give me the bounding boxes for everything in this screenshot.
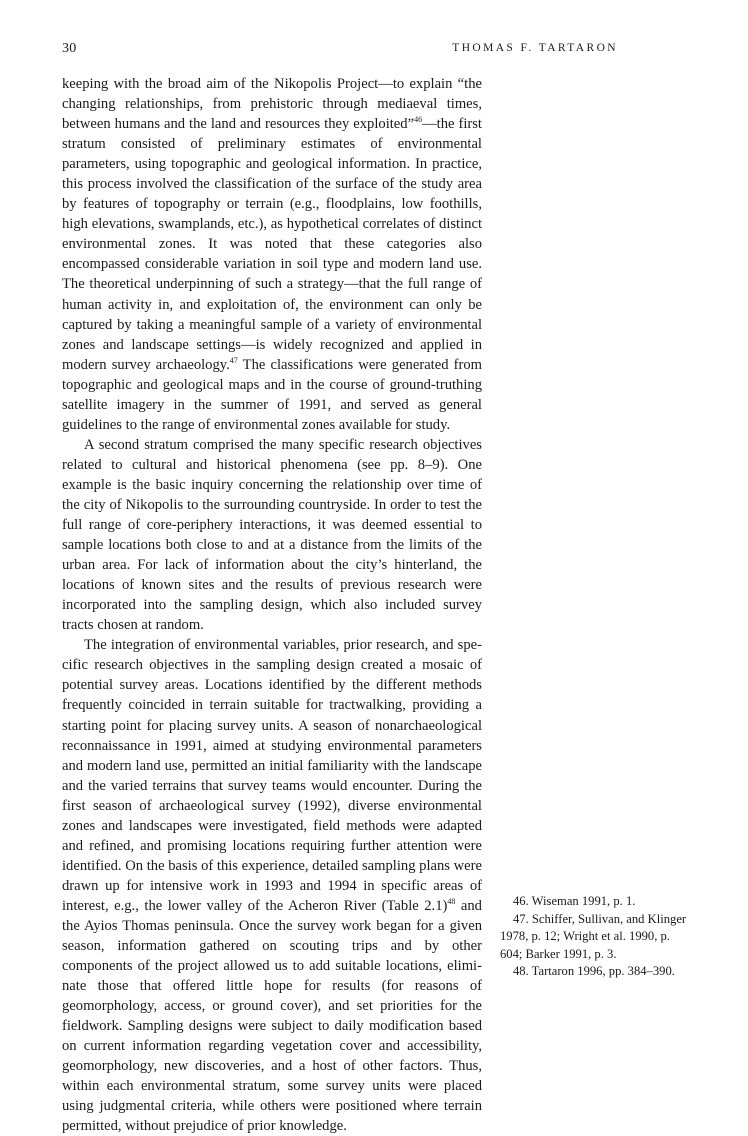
main-text-column [62,74,482,1136]
paragraph-3-text-a: The integration of environmental variables, prior research, and specific research objectives in the sampling design created a mosaic of potential survey areas. Locations identified by the different methods frequently coincided in terrain suitable for tractwalking, providing a starting point for placing survey units. A season of nonarchaeological reconnaissance in 1991, aimed at studying environmental parameters and modern land use, permitted an initial familiarity with the landscape and the varied terrains that survey teams would encounter. During the first season of archaeological survey (1992), diverse environmental zones and landscapes were investigated, field methods were adapted and refined, and promising locations requiring further attention were identified. On the basis of this experience, detailed sampling plans were drawn up for intensive work in 1993 and 1994 in specific areas of interest, e.g., the lower valley of the Acheron River (Table 2.1) [62,637,482,914]
paragraph-1-text-c: The classifications were generated from topographic and geological maps and in the course of ground-truthing satellite imagery in the summer of 1991, and served as general guidelines to the range of environmental zones available for study. [62,356,483,433]
footnote-47: 47. Schiffer, Sullivan, and Klinger 1978, p. 12; Wright et al. 1990, p. 604; Barker 1991, p. 3. [500,911,687,961]
paragraph-1-text-b: —the first stratum consisted of preliminary estimates of environmental parameters, using topographic and geological information. In practice, this process involved the classification of the surface of the study area by features of topography or terrain (e.g., floodplains, low foothills, high elevations, swamplands, etc.), as hypothetical correlates of distinct environmental zones. It was noted that these categories also encompassed considerable variation in soil type and modern land use. The theoretical underpinning of such a strategy—that the full range of human activity in, and exploitation of, the environment can only be captured by taking a meaningful sample of a variety of environmental zones and landscape settings—is widely recognized and applied in modern survey archaeology. [62,116,482,373]
footnote-ref-47: 47 [229,355,238,365]
page-number: 30 [62,41,77,56]
paragraph-3-text-b: and the Ayios Thomas peninsula. Once the survey work began for a given season, information gathered on scouting trips and by other components of the project allowed us to add suitable locations, eliminate those that offered little hope for results (for reasons of geomorphology, access, or ground cover), and set priorities for the fieldwork. Sampling designs were subject to daily modification based on current information regarding vegetation cover and accessibility, geomorphology, new discoveries, and a host of other factors. Thus, within each environmental stratum, some survey units were placed using judgmental criteria, while others were positioned where terrain permitted, without prejudice of prior knowledge. [62,897,482,1135]
paragraph-3 [62,635,482,1136]
footnote-ref-46: 46 [414,115,423,125]
paragraph-1-text-a: keeping with the broad aim of the Nikopolis Project—to explain “the changing relationships, from prehistoric through mediaeval times, between humans and the land and resources they exploited” [62,76,482,133]
footnote-ref-48: 48 [447,897,456,907]
footnotes [500,893,695,981]
paragraph-1 [62,74,482,435]
footnote-48: 48. Tartaron 1996, pp. 384–390. [513,964,675,978]
footnote-46: 46. Wiseman 1991, p. 1. [513,894,636,908]
running-head: THOMAS F. TARTARON [452,42,618,54]
paragraph-2: A second stratum comprised the many specific research objectives related to cultural and historical phenomena (see pp. 8–9). One example is the basic inquiry concerning the relationship over time of the city of Nikopolis to the surrounding countryside. In order to test the full range of core-periphery interactions, it was deemed essential to sample locations both close to and at a distance from the limits of the urban area. For lack of information about the city’s hinterland, the locations of known sites and the results of previous research were incorporated into the sampling design, which also included survey tracts chosen at random. [62,436,482,634]
